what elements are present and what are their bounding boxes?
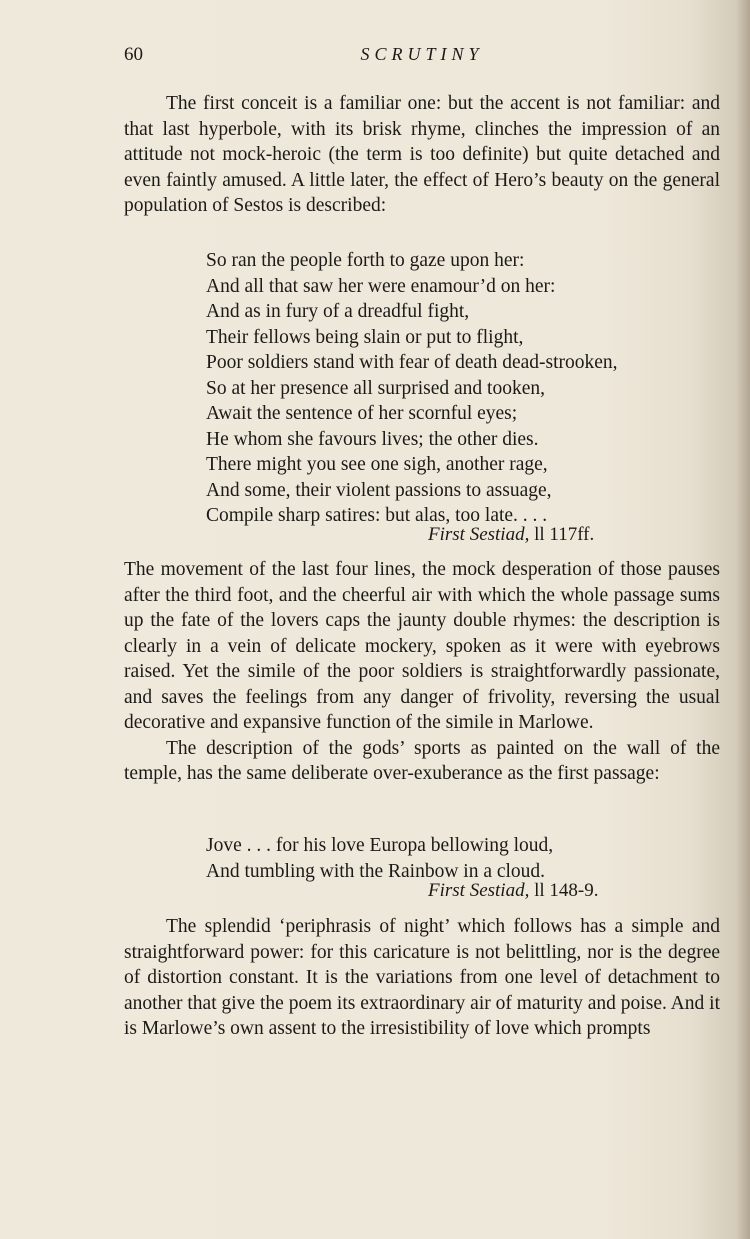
verse-line: So ran the people forth to gaze upon her: — [206, 250, 525, 271]
paragraph-1 — [124, 91, 720, 219]
paragraph-2-text: The movement of the last four lines, the mock desperation of those pauses after the third foot, and the cheerful air with which the whole passage sums up the fate of the lovers caps the jaunty double rhymes: the description is clearly in a vein of delicate mockery, spoken as it were with eyebrows raised. Yet the simile of the poor soldiers is straightforwardly passionate, and saves the feelings from any danger of frivolity, reversing the usual decorative and expansive function of the simile in Marlowe. — [124, 559, 720, 733]
running-head: SCRUTINY — [360, 44, 484, 64]
citation-source: First Sestiad, — [428, 524, 530, 545]
paragraph-4-text: The splendid ‘periphrasis of night’ which follows has a simple and straightforward power: for this caricature is not belittling, nor is the degree of distortion constant. It is the variations from one level of detachment to another that give the poem its extraordinary air of maturity and poise. And it is Marlowe’s own assent to the irresistibility of love which prompts — [124, 916, 720, 1039]
verse-line: And tumbling with the Rainbow in a cloud. — [206, 860, 546, 882]
verse-line: Compile sharp satires: but alas, too late. . . . — [206, 505, 548, 526]
citation-lines: ll 148-9. — [534, 880, 599, 901]
verse-line: So at her presence all surprised and tooken, — [206, 377, 545, 399]
paragraph-3-text: The description of the gods’ sports as painted on the wall of the temple, has the same deliberate over-exuberance as the first passage: — [124, 737, 720, 784]
verse-line: There might you see one sigh, another rage, — [206, 454, 548, 475]
paragraph-1-text: The first conceit is a familiar one: but the accent is not familiar: and that last hyperbole, with its brisk rhyme, clinches the impression of an attitude not mock-heroic (the term is too definite) but quite detached and even faintly amused. A little later, the effect of Hero’s beauty on the general population of Sestos is described: — [124, 93, 720, 216]
verse-line: Await the sentence of her scornful eyes; — [206, 403, 518, 424]
page-edge-shadow — [736, 0, 750, 1239]
verse-line: Poor soldiers stand with fear of death dead-strooken, — [206, 352, 618, 373]
verse-line: And as in fury of a dreadful fight, — [206, 301, 470, 322]
citation-lines: ll 117ff. — [534, 524, 595, 545]
paragraph-2 — [124, 557, 720, 787]
verse-line: Their fellows being slain or put to flight, — [206, 326, 524, 348]
verse-line: Jove . . . for his love Europa bellowing loud, — [206, 835, 554, 856]
paragraph-4 — [124, 914, 720, 1042]
citation-2 — [428, 880, 598, 902]
citation-1 — [428, 524, 594, 546]
verse-line: And all that saw her were enamour’d on her: — [206, 275, 556, 297]
page-number: 60 — [124, 44, 143, 65]
verse-quote-1 — [206, 248, 646, 529]
citation-source: First Sestiad, — [428, 880, 530, 901]
verse-quote-2 — [206, 833, 646, 884]
verse-line: And some, their violent passions to assuage, — [206, 479, 552, 501]
verse-line: He whom she favours lives; the other dies. — [206, 428, 539, 450]
